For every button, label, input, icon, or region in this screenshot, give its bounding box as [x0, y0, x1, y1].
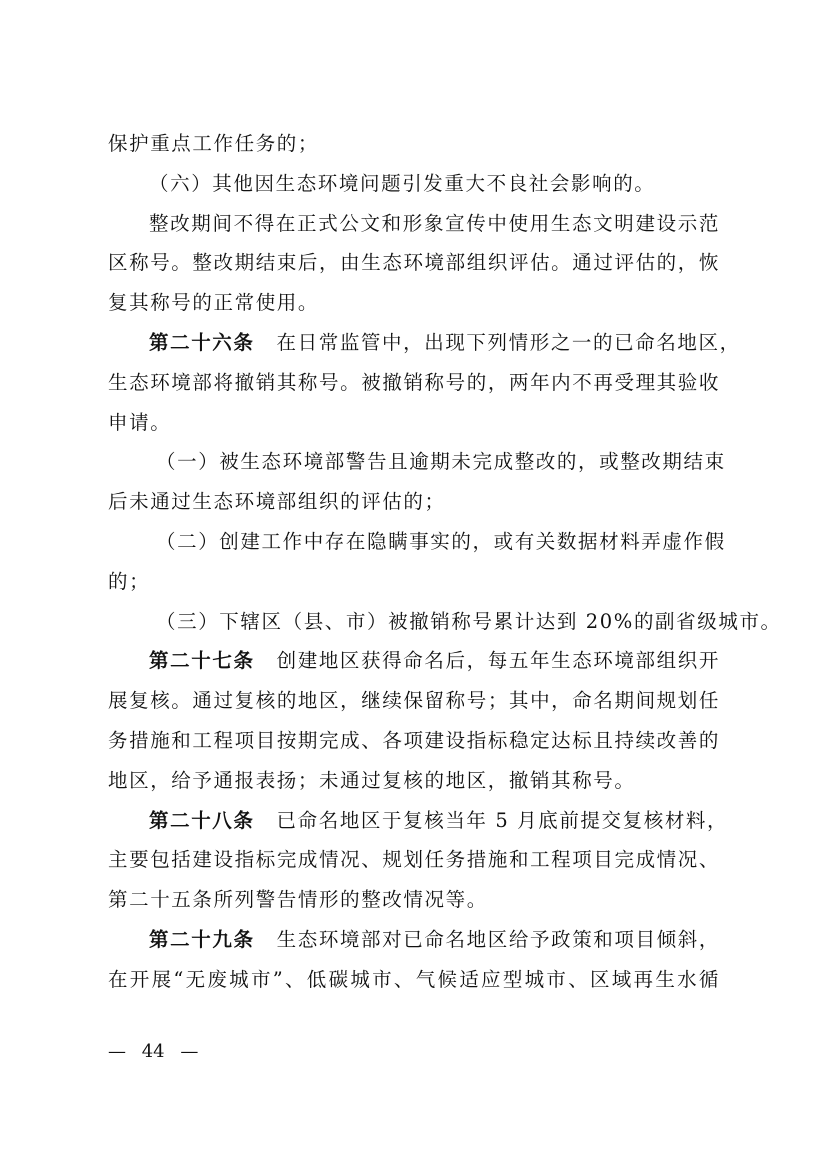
article-heading: 第二十九条	[149, 927, 255, 951]
article-28-first-line	[108, 801, 729, 841]
paragraph-line: （一）被生态环境部警告且逾期未完成整改的，或整改期结束	[156, 450, 726, 474]
page-number-footer	[108, 1040, 198, 1064]
paragraph-line: （三）下辖区（县、市）被撤销称号累计达到 20%的副省级城市。	[156, 609, 782, 633]
article-heading: 第二十六条	[149, 330, 255, 354]
article-heading: 第二十七条	[149, 649, 255, 673]
paragraph-text: 生态环境部对已命名地区给予政策和项目倾斜，	[276, 927, 720, 951]
paragraph-line: 生态环境部将撤销其称号。被撤销称号的，两年内不再受理其验收	[108, 370, 720, 394]
paragraph-line: 保护重点工作任务的；	[108, 132, 320, 155]
paragraph-text: 在日常监管中，出现下列情形之一的已命名地区，	[276, 330, 741, 354]
paragraph-line: 地区，给予通报表扬；未通过复核的地区，撤销其称号。	[108, 768, 636, 792]
page-number: 44	[141, 1041, 165, 1062]
article-27-first-line	[108, 641, 720, 681]
paragraph-line: 复其称号的正常使用。	[108, 291, 320, 315]
page-dash-right: —	[180, 1041, 199, 1062]
paragraph-line: 主要包括建设指标完成情况、规划任务措施和工程项目完成情况、	[108, 848, 720, 872]
paragraph-line: （二）创建工作中存在隐瞒事实的，或有关数据材料弄虚作假	[156, 529, 726, 553]
paragraph-line: 展复核。通过复核的地区，继续保留称号；其中，命名期间规划任	[108, 689, 720, 713]
paragraph-line: 第二十五条所列警告情形的整改情况等。	[108, 888, 488, 912]
paragraph-line: 区称号。整改期结束后，由生态环境部组织评估。通过评估的，恢	[108, 251, 720, 275]
paragraph-line: 的；	[108, 569, 151, 593]
article-heading: 第二十八条	[149, 808, 255, 832]
article-29-first-line	[108, 920, 720, 960]
paragraph-line: （六）其他因生态环境问题引发重大不良社会影响的。	[149, 171, 656, 195]
paragraph-text: 已命名地区于复核当年 5 月底前提交复核材料，	[276, 808, 729, 832]
paragraph-line: 整改期间不得在正式公文和形象宣传中使用生态文明建设示范	[149, 211, 720, 235]
paragraph-line: 后未通过生态环境部组织的评估的；	[108, 490, 446, 514]
paragraph-line: 在开展“无废城市”、低碳城市、气候适应型城市、区域再生水循	[108, 967, 720, 991]
paragraph-line: 申请。	[108, 410, 172, 434]
article-26-first-line	[108, 323, 741, 363]
page-dash-left: —	[108, 1041, 126, 1062]
paragraph-line: 务措施和工程项目按期完成、各项建设指标稳定达标且持续改善的	[108, 728, 720, 752]
paragraph-text: 创建地区获得命名后，每五年生态环境部组织开	[276, 649, 720, 673]
document-body	[108, 124, 782, 1000]
